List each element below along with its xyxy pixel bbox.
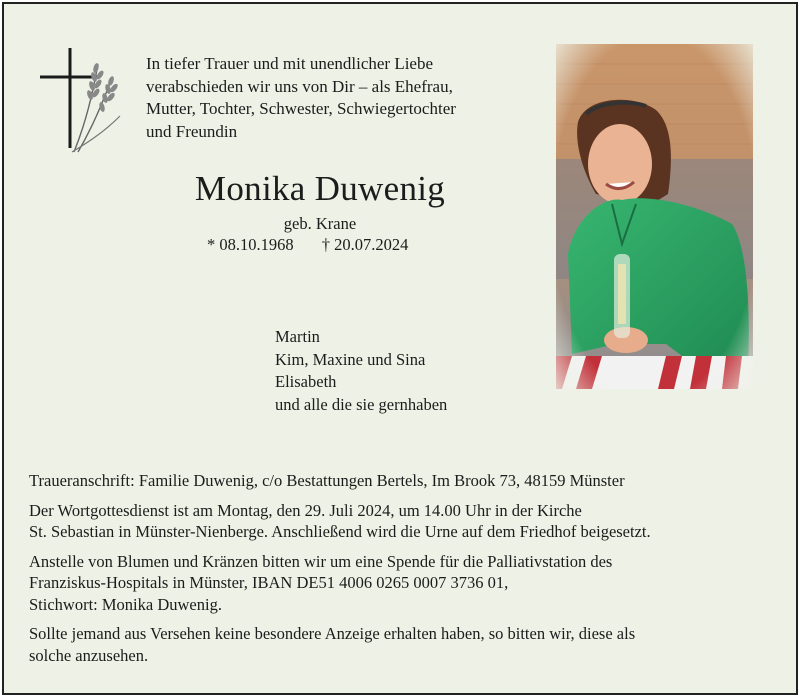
donation-line: Stichwort: Monika Duwenig. bbox=[29, 594, 222, 614]
life-dates bbox=[207, 235, 408, 255]
closing-line: Sollte jemand aus Versehen keine besondere Anzeige erhalten haben, so bitten wir, diese als bbox=[29, 624, 636, 643]
donation-info bbox=[29, 551, 789, 616]
cross-with-wheat-icon bbox=[34, 44, 122, 159]
service-info bbox=[29, 500, 789, 543]
portrait-photo bbox=[556, 44, 753, 389]
mourner-line: Kim, Maxine und Sina bbox=[275, 349, 426, 369]
donation-line: Franziskus-Hospitals in Münster, IBAN DE51 4006 0265 0007 3736 01, bbox=[29, 573, 509, 592]
intro-text bbox=[146, 53, 526, 143]
closing-note bbox=[29, 623, 789, 666]
service-line: St. Sebastian in Münster-Nienberge. Anschließend wird die Urne auf dem Friedhof beigesetzt. bbox=[29, 522, 651, 541]
obituary-notice bbox=[2, 2, 798, 695]
mourner-line: und alle die sie gernhaben bbox=[275, 394, 448, 414]
intro-line: verabschieden wir uns von Dir – als Ehefrau, bbox=[146, 76, 453, 96]
closing-line: solche anzusehen. bbox=[29, 645, 149, 665]
deceased-name: Monika Duwenig bbox=[194, 169, 446, 208]
intro-line: In tiefer Trauer und mit unendlicher Liebe bbox=[146, 54, 434, 73]
service-line: Der Wortgottesdienst ist am Montag, den 29. Juli 2024, um 14.00 Uhr in der Kirche bbox=[29, 500, 582, 520]
address-line: Traueranschrift: Familie Duwenig, c/o Bestattungen Bertels, Im Brook 73, 48159 Münster bbox=[29, 471, 625, 490]
mourner-line: Elisabeth bbox=[275, 372, 337, 391]
mourners-list bbox=[275, 326, 447, 416]
maiden-name: geb. Krane bbox=[283, 214, 357, 233]
intro-line: und Freundin bbox=[146, 121, 238, 141]
birth-date: * 08.10.1968 bbox=[207, 235, 294, 254]
donation-line: Anstelle von Blumen und Kränzen bitten wir um eine Spende für die Palliativstation des bbox=[29, 551, 613, 571]
intro-line: Mutter, Tochter, Schwester, Schwiegertochter bbox=[146, 99, 456, 118]
mourning-address bbox=[29, 470, 789, 492]
death-date: † 20.07.2024 bbox=[321, 235, 409, 254]
mourner-line: Martin bbox=[275, 327, 320, 346]
notice-details bbox=[29, 470, 789, 674]
